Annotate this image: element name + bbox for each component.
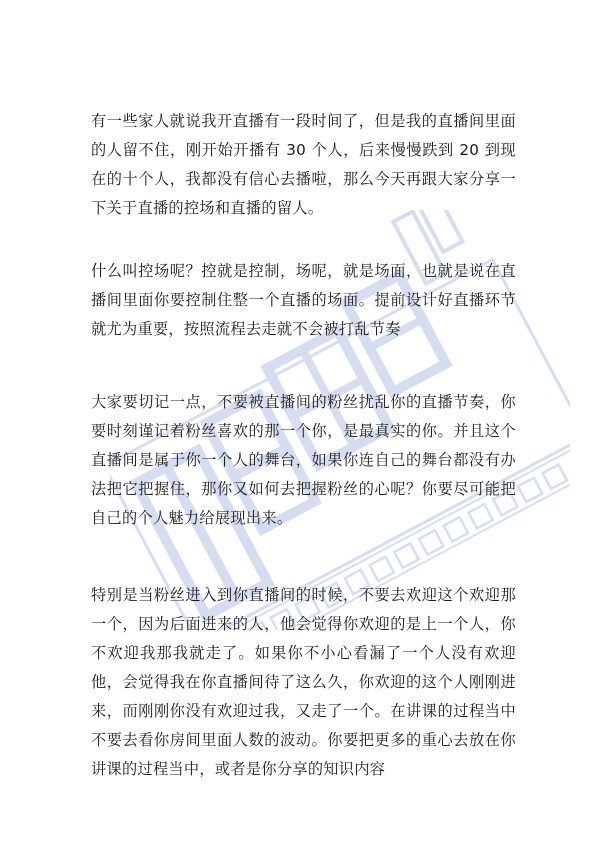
paragraph-4: 特别是当粉丝进入到你直播间的时候，不要去欢迎这个欢迎那一个，因为后面进来的人，他会觉得你欢迎的是上一个人，你不欢迎我那我就走了。如果你不小心看漏了一个人没有欢迎他，会觉得我在你直播间待了这么久，你欢迎的这个人刚刚进来，而刚刚你没有欢迎过我，又走了一个。在讲课的过程当中不要去看你房间里面人数的波动。你要把更多的重心去放在你讲课的过程当中，或者是你分享的知识内容 [91,586,516,778]
paragraph-2: 什么叫控场呢？控就是控制，场呢，就是场面，也就是说在直播间里面你要控制住整一个直播的场面。提前设计好直播环节就尤为重要，按照流程去走就不会被打乱节奏 [91,262,516,338]
paragraph-1: 有一些家人就说我开直播有一段时间了，但是我的直播间里面的人留不住，刚开始开播有 30 个人，后来慢慢跌到 20 到现在的十个人，我都没有信心去播啦，那么今天再跟大家分享一下关于直播的控场和直播的留人。 [91,112,516,217]
paragraph-3: 大家要切记一点，不要被直播间的粉丝扰乱你的直播节奏，你要时刻谨记着粉丝喜欢的那一个你，是最真实的你。并且这个直播间是属于你一个人的舞台，如果你连自己的舞台都没有办法把它把握住，那你又如何去把握粉丝的心呢？你要尽可能把自己的个人魅力给展现出来。 [91,393,516,527]
